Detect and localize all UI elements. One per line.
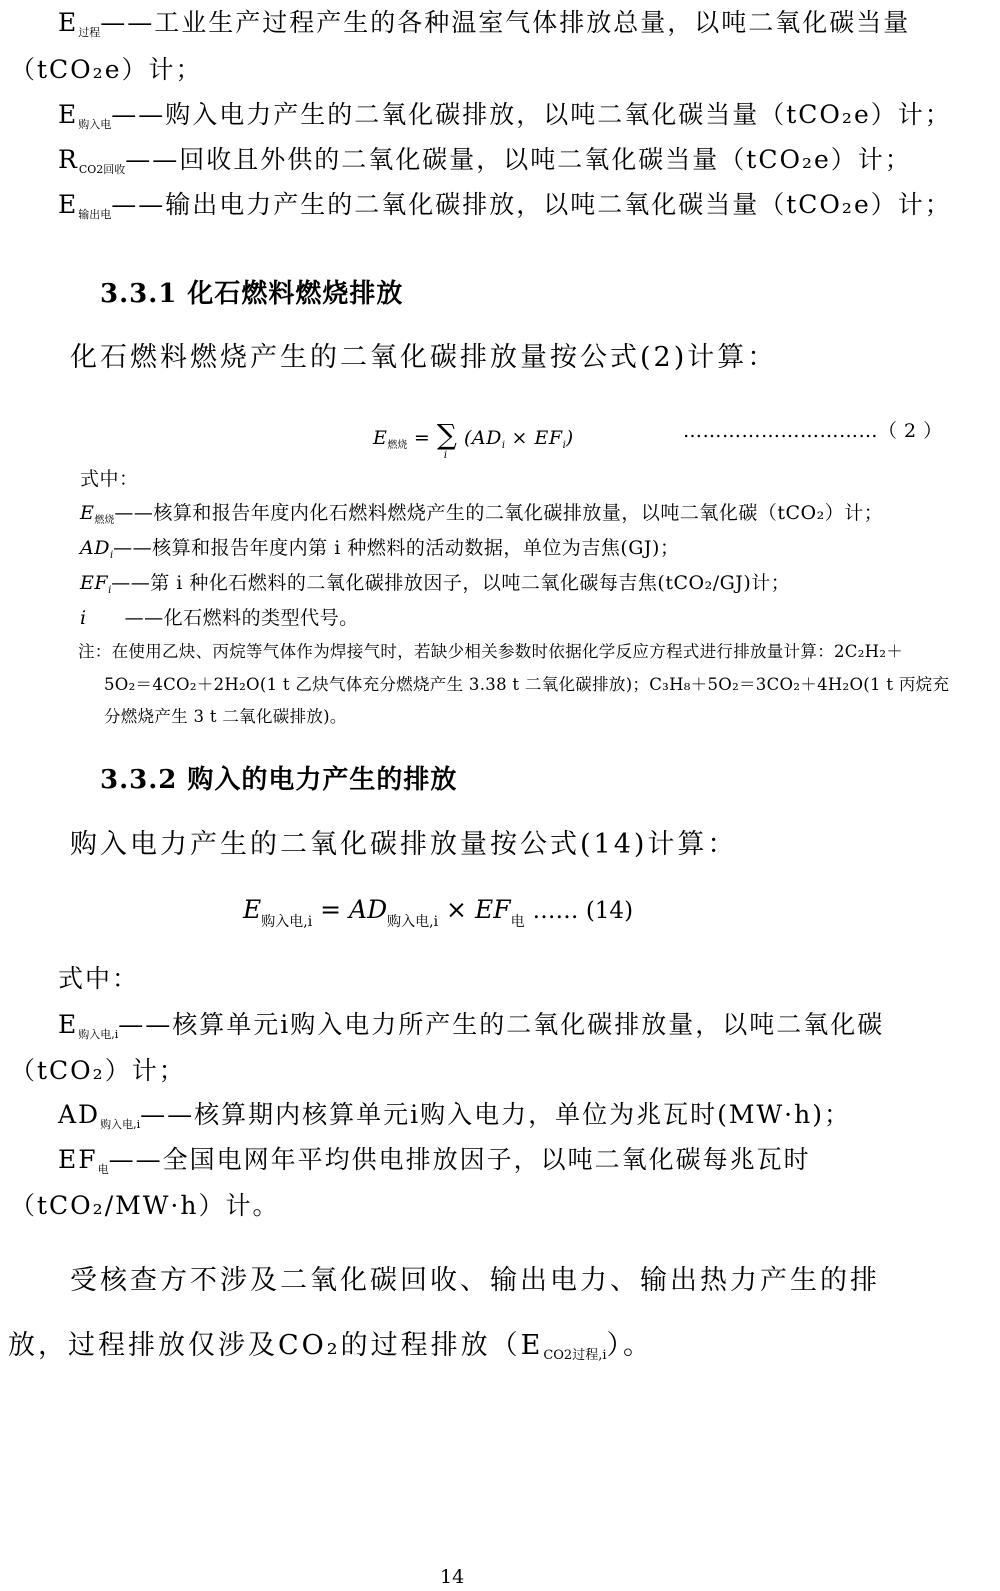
def-i: i ——化石燃料的类型代号。	[80, 607, 359, 629]
closing-line-1: 受核查方不涉及二氧化碳回收、输出电力、输出热力产生的排	[70, 1265, 880, 1296]
page-number: 14	[440, 1566, 465, 1588]
formula-14: $E_{购入电,i} = AD_{购入电,i} \times EF_电$ …… (14)	[243, 895, 634, 930]
def-e-purchased-i-cont: （tCO₂）计；	[10, 1056, 186, 1085]
where-label-2: 式中：	[58, 964, 140, 993]
def-ef-i: $EF_i——$第 i 种化石燃料的二氧化碳排放因子，以吨二氧化碳每吉焦(tCO₂/GJ)计；	[80, 572, 791, 596]
note-line-1: 注：在使用乙炔、丙烷等气体作为焊接气时，若缺少相关参数时依据化学反应方程式进行排放量计算：2C₂H₂＋	[78, 642, 904, 661]
def-ad-i: $AD_i——$核算和报告年度内第 i 种燃料的活动数据，单位为吉焦(GJ)；	[80, 537, 680, 561]
def-e-combustion: $E_{燃烧}——$核算和报告年度内化石燃料燃烧产生的二氧化碳排放量，以吨二氧化碳（tCO₂）计；	[80, 502, 884, 526]
formula-2-number: …………………………（ 2 ）	[683, 420, 943, 442]
sum-symbol: ∑ i	[436, 418, 458, 461]
def-line-purchased-elec: $E_{购入电}——$购入电力产生的二氧化碳排放，以吨二氧化碳当量（tCO₂e）计；	[58, 100, 952, 131]
def-line-process-cont: （tCO₂e）计；	[10, 55, 203, 84]
section-heading-3-3-2: 3.3.2 购入的电力产生的排放	[100, 765, 458, 795]
closing-line-2: 放，过程排放仅涉及CO₂的过程排放$(E_{CO2过程,i})$。	[8, 1330, 653, 1363]
def-line-co2-recovery: $R_{CO2回收}——$回收且外供的二氧化碳量，以吨二氧化碳当量（tCO₂e）计；	[58, 145, 912, 176]
def-e-purchased-i: $E_{购入电,i}——$核算单元i购入电力所产生的二氧化碳排放量，以吨二氧化碳	[58, 1010, 885, 1041]
where-label-1: 式中：	[80, 468, 139, 490]
note-line-3: 分燃烧产生 3 t 二氧化碳排放)。	[104, 707, 347, 726]
def-ef-elec: $EF_电——$全国电网年平均供电排放因子，以吨二氧化碳每兆瓦时	[58, 1145, 811, 1176]
section-intro-3-3-2: 购入电力产生的二氧化碳排放量按公式(14)计算：	[70, 829, 738, 860]
def-line-exported-elec: $E_{输出电}——$输出电力产生的二氧化碳排放，以吨二氧化碳当量（tCO₂e）计；	[58, 190, 952, 221]
def-line-process: $E_{过程}——$工业生产过程产生的各种温室气体排放总量，以吨二氧化碳当量	[58, 8, 911, 39]
note-line-2: 5O₂＝4CO₂＋2H₂O(1 t 乙炔气体充分燃烧产生 3.38 t 二氧化碳排放)；C₃H₈＋5O₂＝3CO₂＋4H₂O(1 t 丙烷充	[104, 675, 950, 694]
formula-2: $E_{燃烧}$ = ∑ i $(AD_i \times EF_i)$	[373, 418, 574, 461]
section-heading-3-3-1: 3.3.1 化石燃料燃烧排放	[100, 279, 404, 309]
section-intro-3-3-1: 化石燃料燃烧产生的二氧化碳排放量按公式(2)计算：	[70, 342, 778, 373]
def-ad-purchased-i: $AD_{购入电,i}——$核算期内核算单元i购入电力，单位为兆瓦时(MW·h)；	[58, 1100, 851, 1131]
def-ef-elec-cont: （tCO₂/MW·h）计。	[10, 1191, 280, 1220]
